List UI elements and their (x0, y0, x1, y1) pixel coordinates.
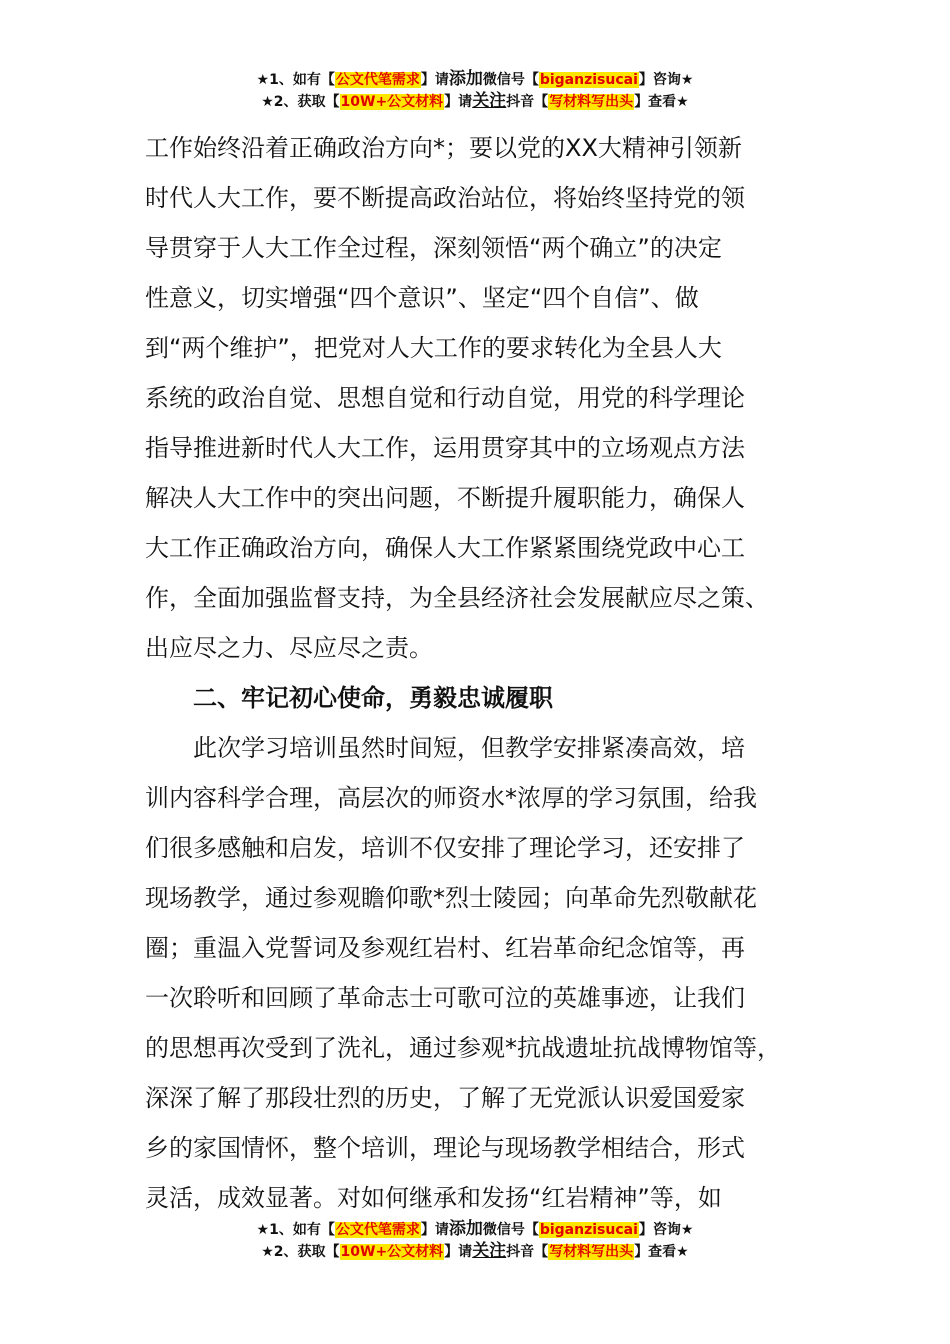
banner-text: 】查看★ (634, 94, 689, 110)
paragraph-line: 现场教学，通过参观瞻仰歌*烈士陵园；向革命先烈敬献花 (145, 884, 757, 912)
paragraph-line: 工作始终沿着正确政治方向*；要以党的XX大精神引领新 (145, 134, 742, 162)
paragraph-line: 作，全面加强监督支持，为全县经济社会发展献应尽之策、 (145, 584, 769, 612)
paragraph-line: 大工作正确政治方向，确保人大工作紧紧围绕党政中心工 (145, 534, 745, 562)
document-body (145, 123, 810, 1223)
banner-text: 抖音【 (506, 94, 549, 110)
paragraph-line: 解决人大工作中的突出问题，不断提升履职能力，确保人 (145, 484, 745, 512)
paragraph-line: 时代人大工作，要不断提高政治站位，将始终坚持党的领 (145, 184, 745, 212)
paragraph-line: 圈；重温入党誓词及参观红岩村、红岩革命纪念馆等，再 (145, 934, 745, 962)
paragraph-line: 训内容科学合理，高层次的师资水*浓厚的学习氛围，给我 (145, 784, 757, 812)
paragraph-line: 一次聆听和回顾了革命志士可歌可泣的英雄事迹，让我们 (145, 984, 745, 1012)
banner-text: 】咨询★ (638, 72, 694, 88)
bottom-banner (0, 1218, 950, 1262)
banner-emphasis: 添加 (448, 1219, 483, 1239)
banner-text: 微信号【 (482, 72, 539, 88)
banner-douyin-id: 写材料写出头 (549, 94, 634, 110)
paragraph-line: 性意义，切实增强“四个意识”、坚定“四个自信”、做 (145, 284, 699, 312)
banner-text: 】请 (420, 72, 449, 88)
banner-emphasis: 关注 (472, 1241, 507, 1261)
banner-text: 抖音【 (506, 1244, 549, 1260)
paragraph-line: 的思想再次受到了洗礼，通过参观*抗战遗址抗战博物馆等， (145, 1034, 781, 1062)
banner-text: 】咨询★ (638, 1222, 694, 1238)
banner-emphasis: 添加 (448, 69, 483, 89)
banner-line-2 (0, 90, 950, 112)
paragraph-line: 灵活，成效显著。对如何继承和发扬“红岩精神”等，如 (145, 1184, 722, 1212)
banner-text: ★2、获取【 (261, 1244, 340, 1260)
banner-text: 】请 (444, 1244, 473, 1260)
banner-wechat-id: biganzisucai (539, 72, 638, 88)
banner-douyin-id: 写材料写出头 (549, 1244, 634, 1260)
banner-text: 】请 (444, 94, 473, 110)
paragraph-line: 此次学习培训虽然时间短，但教学安排紧凑高效，培 (193, 734, 745, 762)
paragraph-line: 们很多感触和启发，培训不仅安排了理论学习，还安排了 (145, 834, 745, 862)
banner-text: ★1、如有【 (256, 1222, 335, 1238)
paragraph-line: 系统的政治自觉、思想自觉和行动自觉，用党的科学理论 (145, 384, 745, 412)
banner-line-1 (0, 1218, 950, 1240)
paragraph-line: 乡的家国情怀，整个培训，理论与现场教学相结合，形式 (145, 1134, 745, 1162)
banner-line-2 (0, 1240, 950, 1262)
banner-text: 】查看★ (634, 1244, 689, 1260)
paragraph-line: 导贯穿于人大工作全过程，深刻领悟“两个确立”的决定 (145, 234, 722, 262)
banner-text: 】请 (420, 1222, 449, 1238)
top-banner (0, 68, 950, 112)
banner-highlight: 10W+公文材料 (340, 94, 444, 110)
paragraph-line: 深深了解了那段壮烈的历史，了解了无党派认识爱国爱家 (145, 1084, 745, 1112)
banner-wechat-id: biganzisucai (539, 1222, 638, 1238)
paragraph-line: 到“两个维护”，把党对人大工作的要求转化为全县人大 (145, 334, 722, 362)
paragraph-line: 指导推进新时代人大工作，运用贯穿其中的立场观点方法 (145, 434, 745, 462)
banner-line-1 (0, 68, 950, 90)
banner-highlight: 10W+公文材料 (340, 1244, 444, 1260)
banner-text: ★1、如有【 (256, 72, 335, 88)
banner-text: ★2、获取【 (261, 94, 340, 110)
banner-emphasis: 关注 (472, 91, 507, 111)
section-heading: 二、牢记初心使命，勇毅忠诚履职 (193, 684, 553, 712)
paragraph-line: 出应尽之力、尽应尽之责。 (145, 634, 433, 662)
banner-highlight: 公文代笔需求 (335, 1222, 420, 1238)
banner-text: 微信号【 (482, 1222, 539, 1238)
banner-highlight: 公文代笔需求 (335, 72, 420, 88)
